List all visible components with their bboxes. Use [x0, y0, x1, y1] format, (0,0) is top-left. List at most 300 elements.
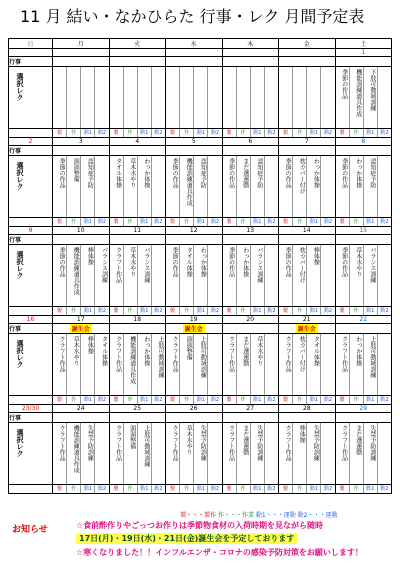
day-date: 11 — [109, 227, 166, 235]
activity-item: 草木水やり — [250, 334, 264, 395]
category-sakuhin: 作 — [236, 485, 250, 493]
category-cell — [166, 218, 223, 227]
category-seisaku: 製 — [57, 130, 63, 136]
category-sakuhin: 作 — [123, 307, 137, 315]
category-seisaku: 製 — [226, 219, 232, 225]
category-dou2: 動2 — [94, 307, 108, 315]
category-dou2: 動2 — [264, 396, 278, 404]
event-cell — [335, 57, 392, 67]
activity-item: まだ選運動 — [236, 423, 250, 484]
event-cell — [279, 57, 336, 67]
activity-item: タオル体操 — [114, 158, 122, 188]
weekday-header: 日 — [9, 39, 53, 49]
activity-item: クラフト作品 — [284, 336, 292, 372]
category-dou1: 動1 — [363, 396, 377, 404]
category-dou2: 動2 — [264, 307, 278, 315]
day-date: 18 — [109, 316, 166, 324]
category-seisaku: 製 — [113, 219, 119, 225]
event-cell — [166, 57, 223, 67]
category-dou1: 動1 — [306, 218, 320, 226]
activity-item: バランス訓練 — [250, 245, 264, 306]
event-row — [9, 146, 392, 156]
activity-item: わっか体操 — [193, 245, 207, 306]
activity-item: わっか体操 — [236, 245, 250, 306]
category-seisaku: 製 — [339, 397, 345, 403]
activity-item: バランス訓練 — [363, 245, 377, 306]
activity-item: 棒体操 — [292, 423, 306, 484]
category-dou1: 動1 — [363, 218, 377, 226]
activity-item: クラフト作品 — [171, 425, 179, 461]
day-date: 27 — [222, 405, 279, 413]
activity-item: まだ選運動 — [349, 423, 363, 484]
day-date: 26 — [166, 405, 223, 413]
activity-item — [66, 67, 80, 128]
category-cell — [222, 307, 279, 316]
rec-label: 選択レク — [16, 429, 24, 457]
activity-cell — [335, 334, 392, 396]
event-cell — [222, 413, 279, 423]
category-sakuhin: 作 — [349, 307, 363, 315]
activity-item: 季節の作品 — [340, 247, 348, 277]
category-sakuhin: 作 — [236, 307, 250, 315]
rec-label: 選択レク — [16, 73, 24, 101]
activity-item: クラフト作品 — [58, 336, 66, 372]
event-cell — [279, 146, 336, 156]
activity-item — [207, 245, 221, 306]
activity-cell — [53, 156, 110, 218]
category-cell — [53, 396, 110, 405]
category-dou1: 動1 — [193, 307, 207, 315]
activity-item: 草木水やり — [349, 245, 363, 306]
activity-item — [137, 67, 151, 128]
category-dou2: 動2 — [264, 485, 278, 493]
category-dou1: 動1 — [250, 307, 264, 315]
activity-item — [377, 245, 391, 306]
day-date: 1 — [335, 49, 392, 57]
category-cell — [53, 218, 110, 227]
activity-cell — [166, 67, 223, 129]
day-date: 5 — [166, 138, 223, 146]
category-sakuhin: 作 — [123, 396, 137, 404]
date-row — [9, 405, 392, 413]
legend — [180, 510, 337, 519]
activity-cell — [279, 156, 336, 218]
activity-cell — [279, 67, 336, 129]
category-seisaku: 製 — [57, 219, 63, 225]
activity-item — [320, 334, 334, 395]
category-dou1: 動1 — [306, 307, 320, 315]
activity-item: 認知症予防 — [80, 156, 94, 217]
category-seisaku: 製 — [113, 308, 119, 314]
category-sakuhin: 作 — [179, 307, 193, 315]
activity-item: まだ選運動 — [236, 156, 250, 217]
activity-cell — [279, 334, 336, 396]
category-cell — [109, 129, 166, 138]
category-dou1: 動1 — [193, 218, 207, 226]
event-row — [9, 413, 392, 423]
category-cell — [335, 396, 392, 405]
category-cell — [335, 307, 392, 316]
event-cell — [222, 146, 279, 156]
day-date: 25 — [109, 405, 166, 413]
activity-item — [320, 245, 334, 306]
activity-cell — [335, 245, 392, 307]
category-dou1: 動1 — [80, 129, 94, 137]
category-dou2: 動2 — [320, 307, 334, 315]
category-cell — [166, 129, 223, 138]
category-sakuhin: 作 — [292, 485, 306, 493]
category-seisaku: 製 — [170, 397, 176, 403]
category-dou1: 動1 — [193, 396, 207, 404]
activity-item — [207, 67, 221, 128]
activity-item: 上肢可動域訓練 — [363, 334, 377, 395]
activity-item — [94, 156, 108, 217]
activity-cell — [222, 334, 279, 396]
legend-dou1: 動1・・・運動 — [255, 512, 296, 519]
category-dou2: 動2 — [151, 218, 165, 226]
activity-item: 頭頭整備 — [179, 334, 193, 395]
activity-item: 季節の作品 — [58, 158, 66, 188]
activity-item — [151, 156, 165, 217]
category-cell — [166, 396, 223, 405]
event-cell — [109, 146, 166, 156]
date-row — [9, 49, 392, 57]
category-dou1: 動1 — [80, 218, 94, 226]
category-seisaku: 製 — [283, 397, 289, 403]
category-seisaku: 製 — [283, 486, 289, 492]
category-cell — [53, 485, 110, 494]
category-sakuhin: 作 — [236, 396, 250, 404]
activity-item — [377, 423, 391, 484]
activity-cell — [109, 245, 166, 307]
category-cell — [166, 485, 223, 494]
activity-item — [207, 334, 221, 395]
activity-item — [94, 423, 108, 484]
category-sakuhin: 作 — [292, 307, 306, 315]
category-seisaku: 製 — [57, 308, 63, 314]
activity-item: 季節の作品 — [284, 158, 292, 188]
activity-item — [223, 67, 236, 128]
event-cell — [109, 235, 166, 245]
category-dou2: 動2 — [377, 307, 391, 315]
category-sakuhin: 作 — [66, 396, 80, 404]
activity-item: 失禁予防訓練 — [363, 423, 377, 484]
category-cell — [53, 307, 110, 316]
event-cell — [166, 146, 223, 156]
activity-item: 機能訓練道具作成 — [66, 245, 80, 306]
activity-cell — [53, 245, 110, 307]
category-seisaku: 製 — [113, 130, 119, 136]
event-row — [9, 235, 392, 245]
weekday-header: 火 — [109, 39, 166, 49]
category-row — [9, 218, 392, 227]
category-dou2: 動2 — [94, 396, 108, 404]
activity-item — [207, 423, 221, 484]
category-seisaku: 製 — [283, 130, 289, 136]
activity-item: 認知症予防 — [363, 156, 377, 217]
category-seisaku: 製 — [339, 219, 345, 225]
event-cell — [335, 413, 392, 423]
day-date: 21 — [279, 316, 336, 324]
event-cell — [53, 146, 110, 156]
activity-item: 季節の作品 — [340, 158, 348, 188]
category-row — [9, 396, 392, 405]
activities-row — [9, 334, 392, 396]
category-cell — [109, 396, 166, 405]
birthday-party-badge: 誕生会 — [71, 326, 90, 333]
category-sakuhin: 作 — [66, 307, 80, 315]
activity-item — [151, 245, 165, 306]
legend-seisaku: 製・・・製作 — [180, 512, 217, 519]
event-row — [9, 324, 392, 334]
activity-item — [151, 423, 165, 484]
category-cell — [222, 396, 279, 405]
activity-item: クラフト作品 — [171, 336, 179, 372]
category-seisaku: 製 — [339, 308, 345, 314]
activity-cell — [166, 245, 223, 307]
activity-item — [264, 245, 278, 306]
day-date: 6 — [222, 138, 279, 146]
category-dou2: 動2 — [264, 129, 278, 137]
activity-cell — [166, 423, 223, 485]
activity-cell — [222, 67, 279, 129]
event-cell — [279, 324, 336, 334]
category-sakuhin: 作 — [123, 129, 137, 137]
event-label: 行事 — [9, 148, 22, 155]
activity-item: クラフト作品 — [227, 425, 235, 461]
category-cell — [279, 218, 336, 227]
activity-item — [320, 156, 334, 217]
activity-item: クラフト作品 — [284, 425, 292, 461]
activity-item: 失禁予防訓練 — [250, 423, 264, 484]
day-date: 24 — [53, 405, 110, 413]
category-cell — [279, 396, 336, 405]
activity-item — [250, 67, 264, 128]
category-sakuhin: 作 — [349, 129, 363, 137]
category-dou2: 動2 — [264, 218, 278, 226]
activity-item: 上肢可動域訓練 — [137, 423, 151, 484]
event-cell — [53, 235, 110, 245]
category-sakuhin: 作 — [349, 218, 363, 226]
day-date: 15 — [335, 227, 392, 235]
activity-item: 失禁予防訓練 — [306, 423, 320, 484]
category-cell — [279, 129, 336, 138]
activity-item: バランス訓練 — [137, 245, 151, 306]
activity-item: 季節の作品 — [340, 69, 348, 99]
category-dou2: 動2 — [320, 396, 334, 404]
activity-item: 棒体操 — [306, 245, 320, 306]
event-cell — [222, 324, 279, 334]
activity-item — [166, 67, 179, 128]
category-seisaku: 製 — [57, 397, 63, 403]
activity-item: 枕カバー付け — [292, 334, 306, 395]
category-dou1: 動1 — [363, 485, 377, 493]
day-date — [53, 49, 110, 57]
category-sakuhin: 作 — [292, 129, 306, 137]
event-cell — [53, 413, 110, 423]
category-seisaku: 製 — [226, 486, 232, 492]
category-dou2: 動2 — [207, 307, 221, 315]
activity-cell — [109, 423, 166, 485]
category-seisaku: 製 — [113, 397, 119, 403]
activity-item: クラフト作品 — [340, 336, 348, 372]
activity-item: 草木水やり — [123, 156, 137, 217]
activity-cell — [335, 156, 392, 218]
day-date: 22 — [335, 316, 392, 324]
category-dou1: 動1 — [193, 485, 207, 493]
category-dou1: 動1 — [250, 396, 264, 404]
activity-item: 季節の作品 — [227, 247, 235, 277]
category-cell — [279, 485, 336, 494]
category-dou2: 動2 — [207, 396, 221, 404]
category-seisaku: 製 — [170, 130, 176, 136]
activity-item: タオル体操 — [306, 334, 320, 395]
category-sakuhin: 作 — [349, 485, 363, 493]
activity-item — [292, 67, 306, 128]
activity-item: わっか体操 — [349, 156, 363, 217]
day-date: 17 — [53, 316, 110, 324]
legend-sakuhin: 作・・・作業 — [217, 512, 254, 519]
category-dou2: 動2 — [151, 129, 165, 137]
activity-item: わっか体操 — [306, 156, 320, 217]
category-dou1: 動1 — [250, 485, 264, 493]
category-cell — [109, 218, 166, 227]
weekday-header: 土 — [335, 39, 392, 49]
legend-dou2: 動2・・・運動 — [297, 512, 338, 519]
category-row — [9, 485, 392, 494]
category-sakuhin: 作 — [66, 218, 80, 226]
category-cell — [109, 307, 166, 316]
category-dou2: 動2 — [320, 129, 334, 137]
category-sakuhin: 作 — [292, 218, 306, 226]
event-row — [9, 57, 392, 67]
day-date: 12 — [166, 227, 223, 235]
notice-line-3: ☆寒くなりました！！インフルエンザ・コロナの感染予防対策をお願いします！ — [76, 548, 363, 557]
activity-item: 失禁予防訓練 — [193, 423, 207, 484]
day-date: 14 — [279, 227, 336, 235]
activity-item — [123, 67, 137, 128]
birthday-party-badge: 誕生会 — [297, 326, 316, 333]
activity-item: 認知症予防 — [250, 156, 264, 217]
activity-item: 草木水やり — [123, 245, 137, 306]
activity-item: 失禁予防訓練 — [80, 423, 94, 484]
category-dou2: 動2 — [151, 396, 165, 404]
activity-cell — [335, 423, 392, 485]
category-dou1: 動1 — [306, 485, 320, 493]
event-cell — [335, 146, 392, 156]
category-dou1: 動1 — [137, 129, 151, 137]
activity-item — [179, 67, 193, 128]
activity-item: クラフト作品 — [58, 425, 66, 461]
category-dou1: 動1 — [306, 129, 320, 137]
category-sakuhin: 作 — [179, 129, 193, 137]
category-dou1: 動1 — [137, 218, 151, 226]
page-title — [20, 4, 364, 27]
event-label: 行事 — [9, 415, 22, 422]
date-row — [9, 138, 392, 146]
activity-cell — [222, 156, 279, 218]
activity-item: わっか体操 — [137, 156, 151, 217]
activity-item — [94, 67, 108, 128]
category-dou1: 動1 — [137, 307, 151, 315]
activity-cell — [222, 245, 279, 307]
activity-item: 機能訓練道具作成 — [349, 67, 363, 128]
activity-item: バランス訓練 — [94, 245, 108, 306]
category-cell — [222, 129, 279, 138]
event-cell — [222, 57, 279, 67]
weekday-header: 木 — [222, 39, 279, 49]
day-date: 13 — [222, 227, 279, 235]
activity-item: 頭頭整備 — [66, 156, 80, 217]
category-sakuhin: 作 — [236, 129, 250, 137]
activities-row — [9, 156, 392, 218]
activity-item — [207, 156, 221, 217]
category-dou2: 動2 — [377, 485, 391, 493]
category-row — [9, 307, 392, 316]
activity-item: 季節の作品 — [171, 247, 179, 277]
activity-item — [236, 67, 250, 128]
category-dou1: 動1 — [193, 129, 207, 137]
activity-item: クラフト作品 — [114, 425, 122, 461]
activity-item — [377, 156, 391, 217]
category-dou1: 動1 — [306, 396, 320, 404]
activity-item — [53, 67, 66, 128]
category-dou2: 動2 — [151, 485, 165, 493]
category-dou2: 動2 — [151, 307, 165, 315]
category-sakuhin: 作 — [179, 485, 193, 493]
day-date: 29 — [335, 405, 392, 413]
activity-cell — [109, 156, 166, 218]
activity-item: 棒体操 — [80, 334, 94, 395]
activity-cell — [53, 334, 110, 396]
category-seisaku: 製 — [170, 486, 176, 492]
sunday-date: 23/30 — [9, 405, 53, 413]
category-sakuhin: 作 — [236, 218, 250, 226]
category-dou2: 動2 — [207, 485, 221, 493]
event-cell — [335, 324, 392, 334]
category-dou1: 動1 — [363, 129, 377, 137]
event-cell — [166, 413, 223, 423]
activity-item: わっか体操 — [137, 334, 151, 395]
category-dou2: 動2 — [320, 218, 334, 226]
event-cell — [109, 57, 166, 67]
category-dou1: 動1 — [80, 396, 94, 404]
category-sakuhin: 作 — [292, 396, 306, 404]
activity-item: 季節の作品 — [58, 247, 66, 277]
event-label: 行事 — [9, 59, 22, 66]
event-cell — [166, 235, 223, 245]
category-cell — [166, 307, 223, 316]
activity-item: クラフト作品 — [227, 336, 235, 372]
event-cell — [53, 324, 110, 334]
activity-cell — [166, 156, 223, 218]
category-seisaku: 製 — [113, 486, 119, 492]
activity-cell — [109, 334, 166, 396]
category-dou2: 動2 — [94, 485, 108, 493]
activity-cell — [222, 423, 279, 485]
activity-cell — [279, 245, 336, 307]
rec-label: 選択レク — [16, 340, 24, 368]
activity-cell — [166, 334, 223, 396]
event-label: 行事 — [9, 237, 22, 244]
category-sakuhin: 作 — [123, 218, 137, 226]
title-month: 11 月 — [20, 7, 62, 26]
activity-item: 季節の作品 — [227, 158, 235, 188]
activity-item: 上肢可動域訓練 — [193, 334, 207, 395]
activity-item: 枕カバー付け — [292, 245, 306, 306]
event-cell — [109, 324, 166, 334]
activity-item: 認知症予防 — [193, 156, 207, 217]
